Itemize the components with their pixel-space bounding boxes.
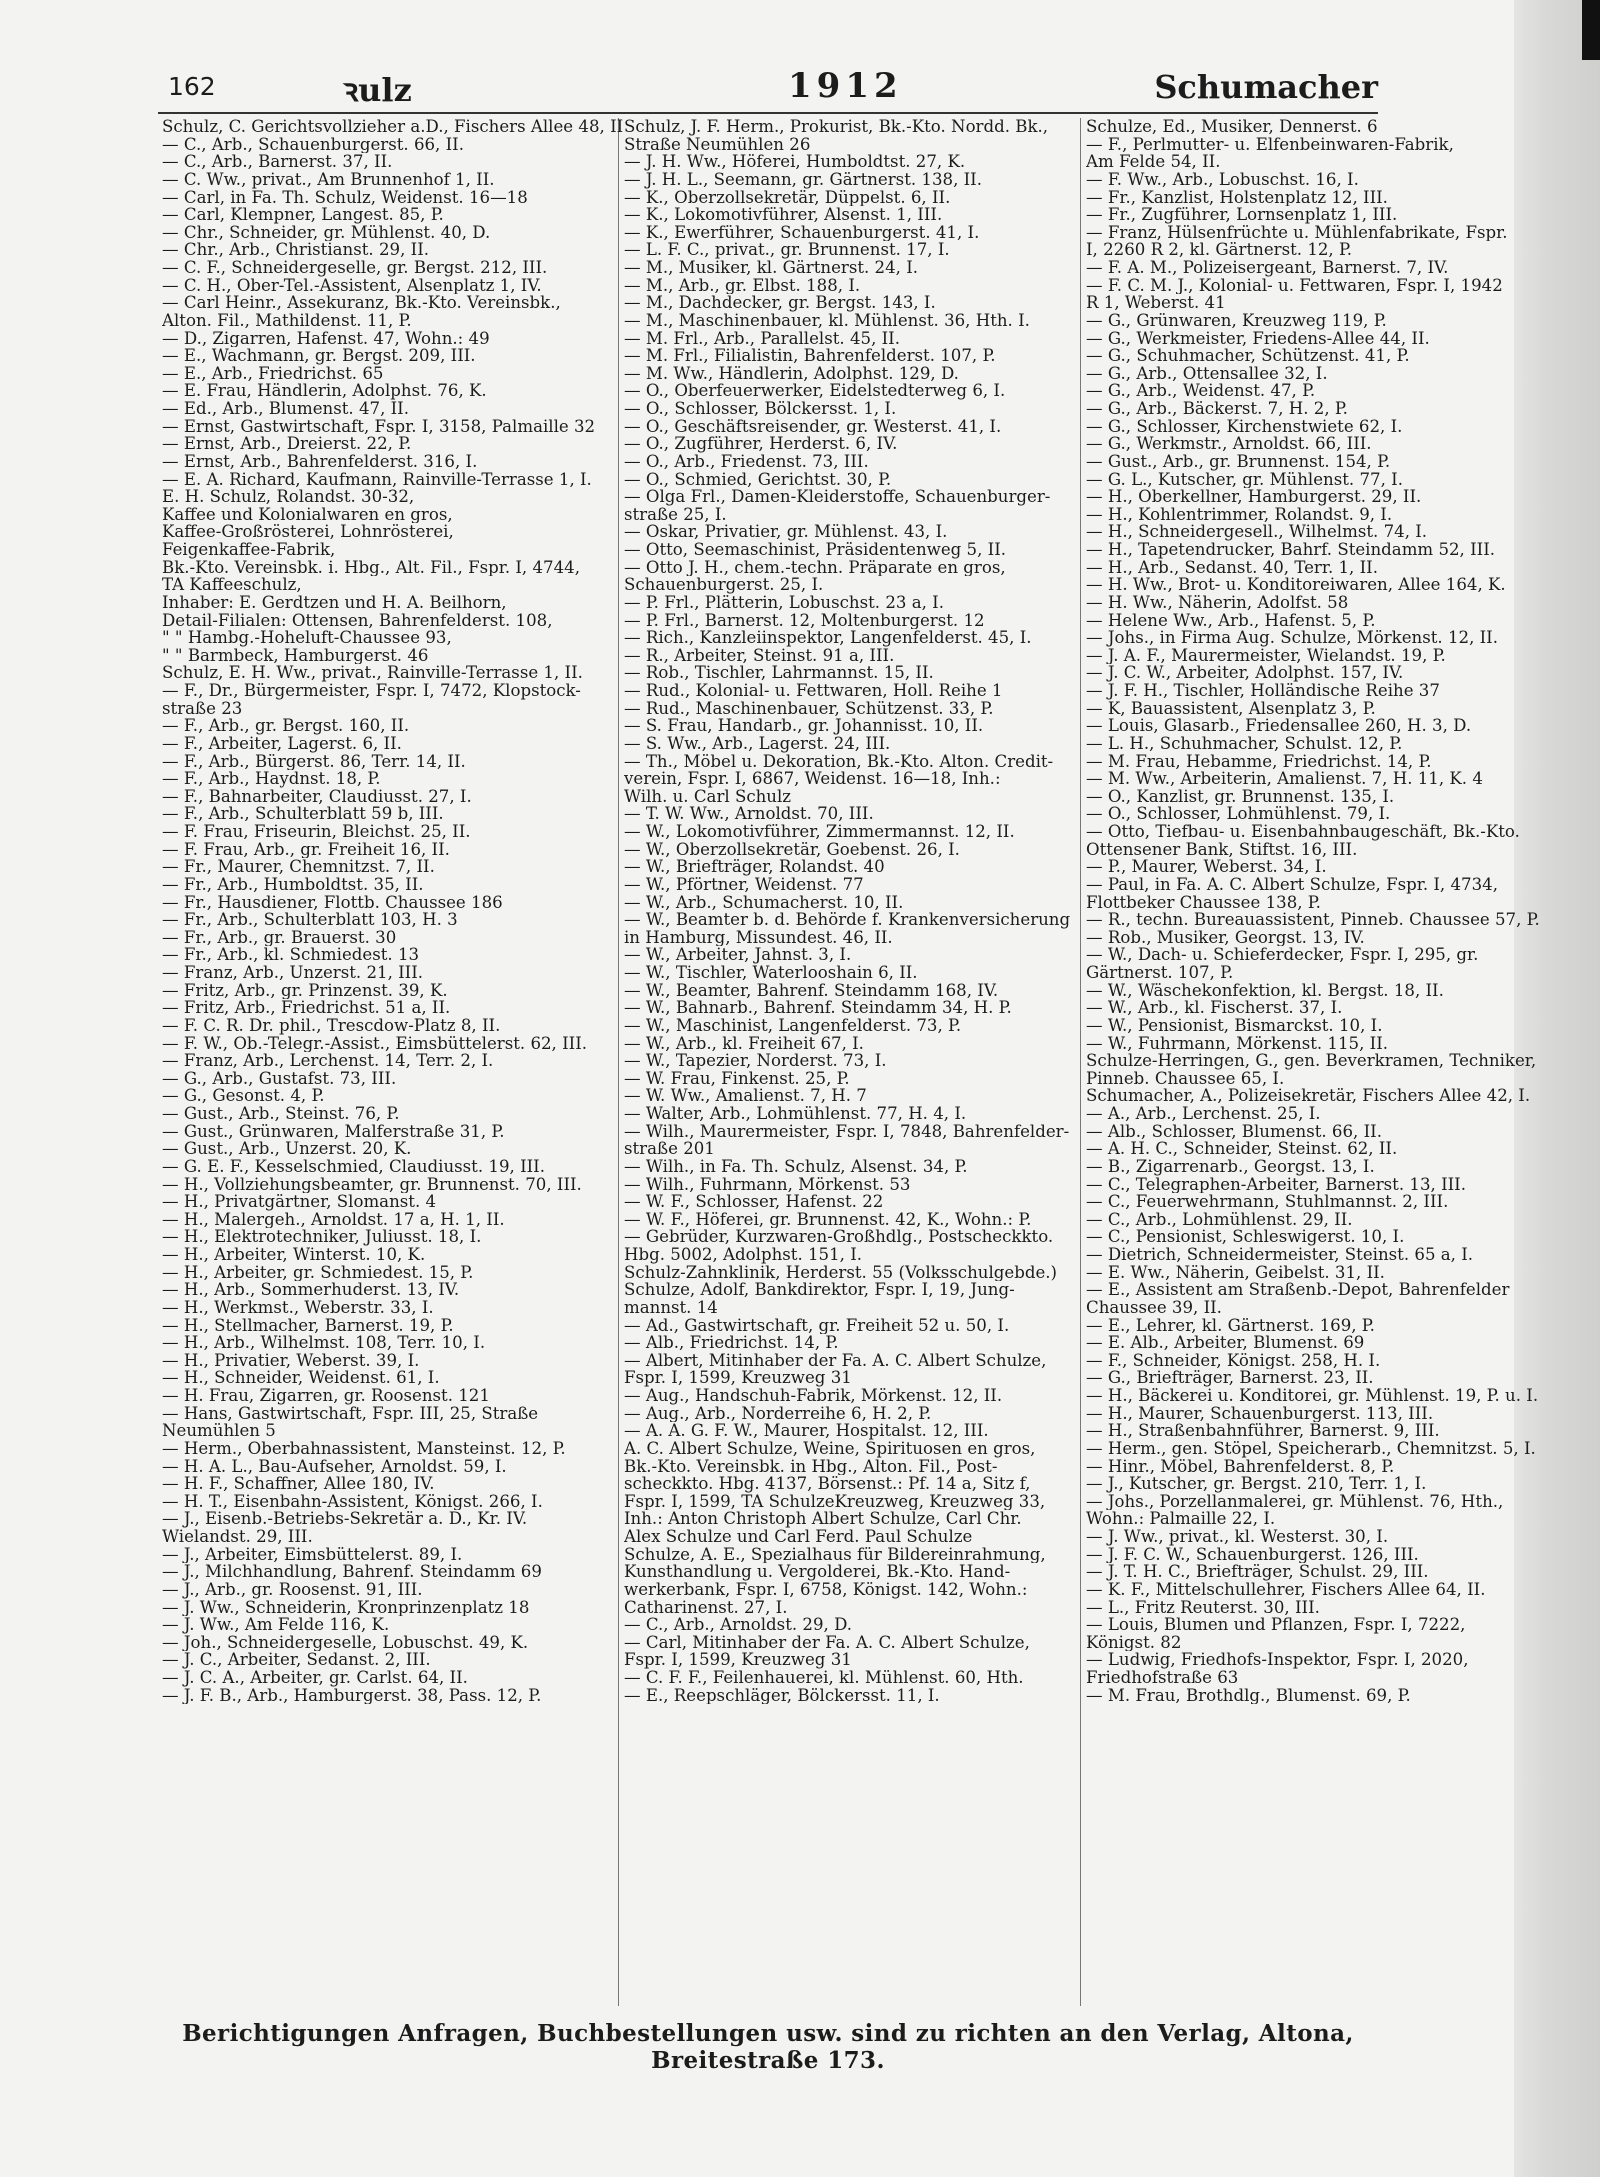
directory-entry-line: Inh.: Anton Christoph Albert Schulze, Carl Chr.: [624, 1510, 1022, 1528]
directory-entry-line: Schulz-Zahnklinik, Herderst. 55 (Volksschulgebde.): [624, 1263, 1058, 1282]
directory-entry-line: — G. L., Kutscher, gr. Mühlenst. 77, I.: [1086, 470, 1403, 489]
directory-entry-line: — C., Arb., Schauenburgerst. 66, II.: [162, 135, 464, 154]
directory-entry-line: scheckkto. Hbg. 4137, Börsenst.: Pf. 14 a, Sitz f,: [624, 1475, 1031, 1493]
directory-entry-line: — M. Frl., Filialistin, Bahrenfelderst. 107, P.: [624, 347, 996, 365]
directory-entry-line: — Fritz, Arb., gr. Prinzenst. 39, K.: [162, 981, 448, 1000]
publisher-footer: Berichtigungen Anfragen, Buchbestellungen usw. sind zu richten an den Verlag, Altona, Breitestraße 173.: [182, 2020, 1354, 2074]
directory-entry-line: — E. Alb., Arbeiter, Blumenst. 69: [1086, 1334, 1365, 1352]
directory-entry-line: — Otto J. H., chem.-techn. Präparate en gros,: [624, 558, 1006, 577]
directory-entry-line: — J. T. H. C., Briefträger, Schulst. 29, III.: [1086, 1563, 1429, 1581]
directory-entry-line: — W., Arb., Schumacherst. 10, II.: [624, 893, 904, 912]
directory-entry-line: — Hinr., Möbel, Bahrenfelderst. 8, P.: [1086, 1457, 1395, 1476]
directory-entry-line: — O., Arb., Friedenst. 73, III.: [624, 452, 869, 471]
directory-entry-line: Neumühlen 5: [162, 1422, 276, 1440]
directory-entry-line: Detail-Filialen: Ottensen, Bahrenfelderst. 108,: [162, 611, 553, 630]
directory-entry-line: — Rich., Kanzleiinspektor, Langenfelderst. 45, I.: [624, 629, 1032, 647]
directory-entry-line: — Herm., Oberbahnassistent, Mansteinst. 12, P.: [162, 1439, 566, 1458]
directory-entry-line: — Helene Ww., Arb., Hafenst. 5, P.: [1086, 611, 1376, 630]
directory-entry-line: — Chr., Arb., Christianst. 29, II.: [162, 241, 430, 259]
directory-entry-line: — H., Malergeh., Arnoldst. 17 a, H. 1, II.: [162, 1210, 505, 1229]
directory-entry-line: — H., Straßenbahnführer, Barnerst. 9, III.: [1086, 1422, 1440, 1440]
left-running-head: ꝛulz: [343, 71, 412, 109]
directory-entry-line: — E., Assistent am Straßenb.-Depot, Bahrenfelder: [1086, 1281, 1510, 1299]
directory-entry-line: mannst. 14: [624, 1298, 718, 1317]
directory-entry-line: — R., techn. Bureauassistent, Pinneb. Chaussee 57, P.: [1086, 911, 1540, 929]
directory-entry-line: Schauenburgerst. 25, I.: [624, 576, 824, 594]
directory-entry-line: — H., Arb., Wilhelmst. 108, Terr. 10, I.: [162, 1334, 486, 1352]
directory-entry-line: — J. C. W., Arbeiter, Adolphst. 157, IV.: [1086, 664, 1404, 682]
directory-entry-line: — O., Geschäftsreisender, gr. Westerst. 41, I.: [624, 417, 1002, 436]
directory-entry-line: — G., Grünwaren, Kreuzweg 119, P.: [1086, 311, 1387, 330]
directory-entry-line: — C., Telegraphen-Arbeiter, Barnerst. 13, III.: [1086, 1175, 1467, 1194]
directory-entry-line: Schulze, Adolf, Bankdirektor, Fspr. I, 19, Jung-: [624, 1281, 1015, 1299]
directory-entry-line: — Wilh., Fuhrmann, Mörkenst. 53: [624, 1175, 911, 1194]
directory-column-3: [1086, 118, 1552, 1704]
directory-entry-line: Wielandst. 29, III.: [162, 1528, 313, 1546]
directory-entry-line: Schumacher, A., Polizeisekretär, Fischers Allee 42, I.: [1086, 1087, 1531, 1105]
directory-entry-line: — G., Schlosser, Kirchenstwiete 62, I.: [1086, 417, 1403, 436]
directory-entry-line: — Wilh., Maurermeister, Fspr. I, 7848, Bahrenfelder-: [624, 1122, 1070, 1141]
directory-entry-line: — Otto, Tiefbau- u. Eisenbahnbaugeschäft, Bk.-Kto.: [1086, 823, 1520, 841]
directory-entry-line: — Fr., Arb., Humboldtst. 35, II.: [162, 875, 424, 894]
directory-entry-line: — Albert, Mitinhaber der Fa. A. C. Albert Schulze,: [624, 1351, 1047, 1370]
directory-entry-line: — J., Milchhandlung, Bahrenf. Steindamm 69: [162, 1563, 542, 1581]
directory-entry-line: Schulz, J. F. Herm., Prokurist, Bk.-Kto. Nordd. Bk.,: [624, 118, 1049, 136]
directory-entry-line: — J., Arb., gr. Roosenst. 91, III.: [162, 1580, 423, 1599]
directory-entry-line: — C., Arb., Lohmühlenst. 29, II.: [1086, 1210, 1353, 1229]
directory-entry-line: — J. F. H., Tischler, Holländische Reihe 37: [1086, 682, 1440, 700]
directory-entry-line: — W., Tapezier, Norderst. 73, I.: [624, 1052, 887, 1070]
directory-entry-line: — Rob., Tischler, Lahrmannst. 15, II.: [624, 664, 934, 682]
directory-entry-line: Fspr. I, 1599, TA SchulzeKreuzweg, Kreuzweg 33,: [624, 1492, 1046, 1511]
directory-entry-line: — A., Arb., Lerchenst. 25, I.: [1086, 1105, 1321, 1123]
directory-entry-line: — C., Pensionist, Schleswigerst. 10, I.: [1086, 1228, 1405, 1246]
directory-entry-line: — H., Schneidergesell., Wilhelmst. 74, I.: [1086, 523, 1428, 541]
directory-entry-line: — Otto, Seemaschinist, Präsidentenweg 5, II.: [624, 541, 1007, 559]
directory-entry-line: — Ludwig, Friedhofs-Inspektor, Fspr. I, 2020,: [1086, 1651, 1469, 1669]
directory-entry-line: Schulz, E. H. Ww., privat., Rainville-Terrasse 1, II.: [162, 664, 583, 682]
directory-entry-line: — J. F. C. W., Schauenburgerst. 126, III.: [1086, 1545, 1419, 1564]
directory-entry-line: — W., Tischler, Waterlooshain 6, II.: [624, 964, 918, 982]
directory-entry-line: — O., Kanzlist, gr. Brunnenst. 135, I.: [1086, 787, 1395, 806]
directory-entry-line: — F. C. M. J., Kolonial- u. Fettwaren, Fspr. I, 1942: [1086, 276, 1503, 295]
directory-entry-line: — H., Arbeiter, gr. Schmiedest. 15, P.: [162, 1263, 474, 1282]
directory-entry-line: — Aug., Arb., Norderreihe 6, H. 2, P.: [624, 1404, 932, 1423]
directory-entry-line: — P. Frl., Plätterin, Lobuschst. 23 a, I.: [624, 593, 945, 612]
directory-entry-line: — C. H., Ober-Tel.-Assistent, Alsenplatz 1, IV.: [162, 276, 542, 295]
directory-entry-line: — Paul, in Fa. A. C. Albert Schulze, Fspr. I, 4734,: [1086, 875, 1498, 894]
directory-entry-line: — L. F. C., privat., gr. Brunnenst. 17, I.: [624, 241, 950, 259]
directory-entry-line: — W., Beamter b. d. Behörde f. Krankenversicherung: [624, 911, 1071, 929]
directory-entry-line: Flottbeker Chaussee 138, P.: [1086, 893, 1321, 912]
directory-entry-line: — Alb., Friedrichst. 14, P.: [624, 1334, 839, 1352]
directory-entry-line: — Johs., Porzellanmalerei, gr. Mühlenst. 76, Hth.,: [1086, 1492, 1504, 1511]
directory-entry-line: TA Kaffeeschulz,: [162, 576, 302, 594]
directory-entry-line: — O., Zugführer, Herderst. 6, IV.: [624, 435, 898, 453]
directory-entry-line: Friedhofstraße 63: [1086, 1669, 1239, 1687]
directory-entry-line: — G., Arb., Gustafst. 73, III.: [162, 1069, 397, 1088]
directory-entry-line: — Gust., Arb., Unzerst. 20, K.: [162, 1140, 412, 1158]
directory-entry-line: — L., Fritz Reuterst. 30, III.: [1086, 1598, 1320, 1617]
directory-entry-line: — W., Pförtner, Weidenst. 77: [624, 875, 864, 894]
directory-entry-line: — Fr., Arb., Schulterblatt 103, H. 3: [162, 911, 458, 929]
directory-entry-line: Kaffee und Kolonialwaren en gros,: [162, 505, 453, 524]
directory-entry-line: — Rud., Maschinenbauer, Schützenst. 33, P.: [624, 699, 994, 718]
directory-entry-line: in Hamburg, Missundest. 46, II.: [624, 928, 893, 947]
directory-entry-line: — Ernst, Gastwirtschaft, Fspr. I, 3158, Palmaille 32: [162, 417, 596, 436]
directory-entry-line: Kunsthandlung u. Vergolderei, Bk.-Kto. Hand-: [624, 1563, 1011, 1581]
directory-entry-line: — G., Briefträger, Barnerst. 23, II.: [1086, 1369, 1374, 1387]
directory-entry-line: — W. Ww., Amalienst. 7, H. 7: [624, 1087, 867, 1105]
directory-entry-line: — F., Perlmutter- u. Elfenbeinwaren-Fabrik,: [1086, 135, 1454, 154]
page-number: 162: [168, 72, 216, 101]
directory-entry-line: — E. Ww., Näherin, Geibelst. 31, II.: [1086, 1263, 1385, 1282]
directory-entry-line: — G., Schuhmacher, Schützenst. 41, P.: [1086, 347, 1410, 365]
directory-entry-line: — Franz, Arb., Lerchenst. 14, Terr. 2, I.: [162, 1052, 494, 1070]
directory-entry-line: — H., Oberkellner, Hamburgerst. 29, II.: [1086, 488, 1422, 506]
directory-entry-line: — F. C. R. Dr. phil., Trescdow-Platz 8, II.: [162, 1016, 501, 1035]
directory-entry-line: — F. W., Ob.-Telegr.-Assist., Eimsbüttelerst. 62, III.: [162, 1034, 588, 1053]
directory-entry-line: Wilh. u. Carl Schulz: [624, 787, 792, 806]
directory-entry-line: R 1, Weberst. 41: [1086, 294, 1226, 312]
directory-entry-line: — M. Frl., Arb., Parallelst. 45, II.: [624, 329, 901, 348]
directory-entry-line: — Ernst, Arb., Bahrenfelderst. 316, I.: [162, 452, 478, 471]
directory-entry-line: — F. A. M., Polizeisergeant, Barnerst. 7, IV.: [1086, 259, 1449, 277]
directory-entry-line: — L. H., Schuhmacher, Schulst. 12, P.: [1086, 734, 1403, 753]
directory-entry-line: — Herm., gen. Stöpel, Speicherarb., Chemnitzst. 5, I.: [1086, 1439, 1536, 1458]
directory-entry-line: A. C. Albert Schulze, Weine, Spirituosen en gros,: [624, 1439, 1036, 1458]
directory-entry-line: — H. Ww., Brot- u. Konditoreiwaren, Allee 164, K.: [1086, 576, 1506, 594]
directory-entry-line: — Carl, in Fa. Th. Schulz, Weidenst. 16—18: [162, 188, 528, 207]
directory-entry-line: Schulze-Herringen, G., gen. Beverkramen, Techniker,: [1086, 1052, 1537, 1070]
directory-entry-line: Inhaber: E. Gerdtzen und H. A. Beilhorn,: [162, 593, 507, 612]
directory-entry-line: — C. F., Schneidergeselle, gr. Bergst. 212, III.: [162, 259, 548, 277]
directory-entry-line: — J. Ww., Schneiderin, Kronprinzenplatz 18: [162, 1598, 530, 1617]
directory-entry-line: — G. E. F., Kesselschmied, Claudiusst. 19, III.: [162, 1157, 546, 1176]
directory-entry-line: — Carl, Klempner, Langest. 85, P.: [162, 206, 444, 224]
directory-entry-line: — T. W. Ww., Arnoldst. 70, III.: [624, 805, 874, 823]
page-header: [158, 66, 1378, 114]
directory-entry-line: I, 2260 R 2, kl. Gärtnerst. 12, P.: [1086, 241, 1353, 259]
directory-entry-line: — E., Wachmann, gr. Bergst. 209, III.: [162, 347, 476, 365]
directory-entry-line: — H., Privatier, Weberst. 39, I.: [162, 1351, 420, 1370]
directory-entry-line: — K, Bauassistent, Alsenplatz 3, P.: [1086, 699, 1376, 718]
directory-entry-line: — O., Schmied, Gerichtst. 30, P.: [624, 470, 892, 489]
directory-entry-line: — F., Arb., gr. Bergst. 160, II.: [162, 717, 410, 735]
directory-entry-line: — H., Arb., Sedanst. 40, Terr. 1, II.: [1086, 558, 1378, 577]
directory-entry-line: — M., Arb., gr. Elbst. 188, I.: [624, 276, 861, 295]
directory-entry-line: — W., Arb., kl. Freiheit 67, I.: [624, 1034, 864, 1053]
directory-entry-line: — Fr., Kanzlist, Holstenplatz 12, III.: [1086, 188, 1388, 207]
directory-entry-line: — W., Bahnarb., Bahrenf. Steindamm 34, H. P.: [624, 999, 1012, 1017]
directory-entry-line: — H., Kohlentrimmer, Rolandst. 9, I.: [1086, 505, 1393, 524]
directory-entry-line: Königst. 82: [1086, 1633, 1182, 1652]
directory-entry-line: — E., Lehrer, kl. Gärtnerst. 169, P.: [1086, 1316, 1375, 1335]
directory-entry-line: — M. Frau, Brothdlg., Blumenst. 69, P.: [1086, 1686, 1411, 1705]
directory-entry-line: Gärtnerst. 107, P.: [1086, 964, 1234, 982]
directory-entry-line: — F., Bahnarbeiter, Claudiusst. 27, I.: [162, 787, 472, 806]
directory-entry-line: — C. F. F., Feilenhauerei, kl. Mühlenst. 60, Hth.: [624, 1669, 1024, 1687]
directory-entry-line: werkerbank, Fspr. I, 6758, Königst. 142, Wohn.:: [624, 1580, 1028, 1599]
directory-entry-line: Fspr. I, 1599, Kreuzweg 31: [624, 1651, 852, 1669]
directory-entry-line: — Ernst, Arb., Dreierst. 22, P.: [162, 435, 412, 453]
directory-entry-line: — J. F. B., Arb., Hamburgerst. 38, Pass. 12, P.: [162, 1686, 542, 1705]
directory-entry-line: — Fr., Maurer, Chemnitzst. 7, II.: [162, 858, 435, 876]
directory-entry-line: — J. A. F., Maurermeister, Wielandst. 19, P.: [1086, 646, 1446, 665]
directory-entry-line: — J. Ww., privat., kl. Westerst. 30, I.: [1086, 1528, 1389, 1546]
directory-entry-line: — W., Oberzollsekretär, Goebenst. 26, I.: [624, 840, 960, 859]
directory-entry-line: Feigenkaffee-Fabrik,: [162, 541, 336, 559]
directory-entry-line: — A. A. G. F. W., Maurer, Hospitalst. 12, III.: [624, 1422, 989, 1440]
directory-entry-line: — K., Ewerführer, Schauenburgerst. 41, I.: [624, 223, 980, 242]
directory-entry-line: — Wilh., in Fa. Th. Schulz, Alsenst. 34, P.: [624, 1157, 968, 1176]
directory-entry-line: — Chr., Schneider, gr. Mühlenst. 40, D.: [162, 223, 491, 242]
directory-entry-line: — W., Beamter, Bahrenf. Steindamm 168, IV.: [624, 981, 999, 1000]
directory-entry-line: — H., Elektrotechniker, Juliusst. 18, I.: [162, 1228, 482, 1246]
directory-entry-line: — W., Fuhrmann, Mörkenst. 115, II.: [1086, 1034, 1389, 1053]
directory-entry-line: — H., Maurer, Schauenburgerst. 113, III.: [1086, 1404, 1434, 1423]
directory-entry-line: " " Barmbeck, Hamburgerst. 46: [162, 646, 429, 665]
directory-entry-line: — M. Ww., Händlerin, Adolphst. 129, D.: [624, 364, 959, 383]
directory-entry-line: — E. Frau, Händlerin, Adolphst. 76, K.: [162, 382, 487, 400]
year-heading: 1912: [788, 66, 903, 106]
directory-entry-line: — M. Ww., Arbeiterin, Amalienst. 7, H. 11, K. 4: [1086, 770, 1483, 788]
directory-entry-line: — J., Kutscher, gr. Bergst. 210, Terr. 1, I.: [1086, 1475, 1427, 1493]
directory-entry-line: — C., Arb., Arnoldst. 29, D.: [624, 1616, 853, 1634]
directory-entry-line: Schulz, C. Gerichtsvollzieher a.D., Fischers Allee 48, II: [162, 118, 624, 136]
directory-entry-line: Straße Neumühlen 26: [624, 135, 811, 154]
directory-entry-line: — G., Werkmeister, Friedens-Allee 44, II.: [1086, 329, 1430, 348]
directory-entry-line: — Aug., Handschuh-Fabrik, Mörkenst. 12, II.: [624, 1387, 1003, 1405]
directory-entry-line: — H., Privatgärtner, Slomanst. 4: [162, 1193, 437, 1211]
directory-entry-line: — J. C., Arbeiter, Sedanst. 2, III.: [162, 1651, 431, 1669]
directory-entry-line: — M. Frau, Hebamme, Friedrichst. 14, P.: [1086, 752, 1432, 771]
directory-entry-line: — P., Maurer, Weberst. 34, I.: [1086, 858, 1327, 876]
directory-entry-line: — H., Stellmacher, Barnerst. 19, P.: [162, 1316, 454, 1335]
directory-entry-line: — Rob., Musiker, Georgst. 13, IV.: [1086, 928, 1365, 947]
directory-entry-line: — F., Arb., Schulterblatt 59 b, III.: [162, 805, 444, 823]
directory-entry-line: — Louis, Blumen und Pflanzen, Fspr. I, 7222,: [1086, 1616, 1466, 1634]
directory-entry-line: — W. F., Schlosser, Hafenst. 22: [624, 1193, 884, 1211]
directory-entry-line: Schulze, Ed., Musiker, Dennerst. 6: [1086, 118, 1378, 136]
directory-entry-line: Am Felde 54, II.: [1086, 153, 1221, 171]
directory-entry-line: — F. Frau, Friseurin, Bleichst. 25, II.: [162, 823, 471, 841]
directory-entry-line: — Th., Möbel u. Dekoration, Bk.-Kto. Alton. Credit-: [624, 752, 1054, 771]
directory-entry-line: — K., Lokomotivführer, Alsenst. 1, III.: [624, 206, 943, 224]
directory-entry-line: — Walter, Arb., Lohmühlenst. 77, H. 4, I.: [624, 1105, 967, 1123]
directory-entry-line: — Ad., Gastwirtschaft, gr. Freiheit 52 u. 50, I.: [624, 1316, 1010, 1335]
directory-entry-line: — G., Arb., Ottensallee 32, I.: [1086, 364, 1328, 383]
directory-entry-line: — Gust., Grünwaren, Malferstraße 31, P.: [162, 1122, 505, 1141]
directory-entry-line: — W., Arbeiter, Jahnst. 3, I.: [624, 946, 852, 964]
directory-entry-line: — W., Pensionist, Bismarckst. 10, I.: [1086, 1016, 1383, 1035]
directory-entry-line: — Alb., Schlosser, Blumenst. 66, II.: [1086, 1122, 1382, 1141]
directory-entry-line: — Fr., Zugführer, Lornsenplatz 1, III.: [1086, 206, 1398, 224]
directory-entry-line: — M., Dachdecker, gr. Bergst. 143, I.: [624, 294, 936, 312]
directory-entry-line: — B., Zigarrenarb., Georgst. 13, I.: [1086, 1157, 1375, 1176]
directory-entry-line: — E., Arb., Friedrichst. 65: [162, 364, 384, 383]
directory-entry-line: — Olga Frl., Damen-Kleiderstoffe, Schauenburger-: [624, 488, 1051, 506]
directory-entry-line: — E. A. Richard, Kaufmann, Rainville-Terrasse 1, I.: [162, 470, 592, 489]
directory-entry-line: — Rud., Kolonial- u. Fettwaren, Holl. Reihe 1: [624, 682, 1003, 700]
directory-entry-line: — Oskar, Privatier, gr. Mühlenst. 43, I.: [624, 523, 948, 541]
directory-entry-line: — H. T., Eisenbahn-Assistent, Königst. 266, I.: [162, 1492, 543, 1511]
directory-entry-line: E. H. Schulz, Rolandst. 30-32,: [162, 488, 415, 506]
directory-entry-line: — W., Lokomotivführer, Zimmermannst. 12, II.: [624, 823, 1015, 841]
directory-entry-line: — Fritz, Arb., Friedrichst. 51 a, II.: [162, 999, 451, 1017]
directory-entry-line: — Ed., Arb., Blumenst. 47, II.: [162, 400, 410, 418]
directory-entry-line: — F., Dr., Bürgermeister, Fspr. I, 7472, Klopstock-: [162, 682, 581, 700]
directory-entry-line: — Louis, Glasarb., Friedensallee 260, H. 3, D.: [1086, 717, 1472, 735]
directory-entry-line: straße 201: [624, 1140, 715, 1158]
directory-entry-line: — F. Ww., Arb., Lobuschst. 16, I.: [1086, 170, 1359, 189]
directory-entry-line: — G., Arb., Bäckerst. 7, H. 2, P.: [1086, 400, 1348, 418]
directory-entry-line: " " Hambg.-Hoheluft-Chaussee 93,: [162, 629, 452, 647]
directory-entry-line: — W., Dach- u. Schieferdecker, Fspr. I, 295, gr.: [1086, 946, 1479, 964]
directory-entry-line: — G., Arb., Weidenst. 47, P.: [1086, 382, 1316, 400]
directory-entry-line: — W., Arb., kl. Fischerst. 37, I.: [1086, 999, 1343, 1017]
directory-entry-line: — H. Frau, Zigarren, gr. Roosenst. 121: [162, 1387, 490, 1405]
directory-entry-line: — J. H. Ww., Höferei, Humboldtst. 27, K.: [624, 153, 966, 171]
directory-entry-line: Schulze, A. E., Spezialhaus für Bildereinrahmung,: [624, 1545, 1046, 1564]
directory-entry-line: — R., Arbeiter, Steinst. 91 a, III.: [624, 646, 895, 665]
directory-entry-line: — O., Oberfeuerwerker, Eidelstedterweg 6, I.: [624, 382, 1006, 400]
directory-entry-line: — F. Frau, Arb., gr. Freiheit 16, II.: [162, 840, 450, 859]
directory-entry-line: — J. Ww., Am Felde 116, K.: [162, 1616, 390, 1634]
directory-entry-line: — J., Eisenb.-Betriebs-Sekretär a. D., Kr. IV.: [162, 1510, 528, 1528]
directory-entry-line: — H., Tapetendrucker, Bahrf. Steindamm 52, III.: [1086, 541, 1496, 559]
directory-entry-line: verein, Fspr. I, 6867, Weidenst. 16—18, Inh.:: [624, 770, 1001, 788]
scan-corner-mark: [1582, 0, 1600, 60]
directory-entry-line: — H. Ww., Näherin, Adolfst. 58: [1086, 593, 1349, 612]
directory-entry-line: — C. Ww., privat., Am Brunnenhof 1, II.: [162, 170, 495, 189]
directory-entry-line: Fspr. I, 1599, Kreuzweg 31: [624, 1369, 852, 1387]
directory-entry-line: Alex Schulze und Carl Ferd. Paul Schulze: [624, 1528, 973, 1546]
directory-column-2: [624, 118, 1090, 1704]
directory-entry-line: — H., Bäckerei u. Konditorei, gr. Mühlenst. 19, P. u. I.: [1086, 1387, 1539, 1405]
directory-entry-line: — Franz, Arb., Unzerst. 21, III.: [162, 964, 424, 982]
directory-entry-line: — Franz, Hülsenfrüchte u. Mühlenfabrikate, Fspr.: [1086, 223, 1508, 242]
directory-entry-line: Bk.-Kto. Vereinsbk. i. Hbg., Alt. Fil., Fspr. I, 4744,: [162, 558, 580, 577]
directory-entry-line: Catharinenst. 27, I.: [624, 1598, 788, 1617]
directory-entry-line: — F., Schneider, Königst. 258, H. I.: [1086, 1351, 1381, 1370]
directory-entry-line: — Fr., Arb., gr. Brauerst. 30: [162, 928, 397, 947]
directory-entry-line: — M., Maschinenbauer, kl. Mühlenst. 36, Hth. I.: [624, 311, 1030, 330]
directory-entry-line: — A. H. C., Schneider, Steinst. 62, II.: [1086, 1140, 1398, 1158]
directory-entry-line: Alton. Fil., Mathildenst. 11, P.: [162, 311, 412, 330]
directory-entry-line: — Carl, Mitinhaber der Fa. A. C. Albert Schulze,: [624, 1633, 1030, 1652]
directory-entry-line: — H. A. L., Bau-Aufseher, Arnoldst. 59, I.: [162, 1457, 507, 1476]
directory-entry-line: — Dietrich, Schneidermeister, Steinst. 65 a, I.: [1086, 1246, 1474, 1264]
directory-entry-line: — M., Musiker, kl. Gärtnerst. 24, I.: [624, 259, 919, 277]
directory-entry-line: — J. C. A., Arbeiter, gr. Carlst. 64, II.: [162, 1669, 468, 1687]
directory-entry-line: Bk.-Kto. Vereinsbk. in Hbg., Alton. Fil., Post-: [624, 1457, 998, 1476]
directory-entry-line: — H., Werkmst., Weberstr. 33, I.: [162, 1298, 434, 1317]
directory-entry-line: — W., Maschinist, Langenfelderst. 73, P.: [624, 1016, 962, 1035]
directory-entry-line: — F., Arb., Bürgerst. 86, Terr. 14, II.: [162, 752, 466, 771]
directory-entry-line: straße 25, I.: [624, 505, 727, 524]
directory-entry-line: — O., Schlosser, Lohmühlenst. 79, I.: [1086, 805, 1391, 823]
directory-entry-line: — Carl Heinr., Assekuranz, Bk.-Kto. Vereinsbk.,: [162, 294, 561, 312]
directory-entry-line: — S. Frau, Handarb., gr. Johannisst. 10, II.: [624, 717, 984, 735]
directory-entry-line: — O., Schlosser, Bölckersst. 1, I.: [624, 400, 897, 418]
directory-entry-line: — F., Arbeiter, Lagerst. 6, II.: [162, 734, 402, 753]
directory-entry-line: — H., Vollziehungsbeamter, gr. Brunnenst. 70, III.: [162, 1175, 582, 1194]
directory-entry-line: — Gust., Arb., gr. Brunnenst. 154, P.: [1086, 452, 1391, 471]
directory-entry-line: — W., Briefträger, Rolandst. 40: [624, 858, 885, 876]
directory-entry-line: — H., Arb., Sommerhuderst. 13, IV.: [162, 1281, 460, 1299]
directory-entry-line: — K., Oberzollsekretär, Düppelst. 6, II.: [624, 188, 951, 207]
header-rule: [158, 112, 1378, 114]
directory-entry-line: — Joh., Schneidergeselle, Lobuschst. 49, K.: [162, 1633, 529, 1652]
directory-entry-line: Wohn.: Palmaille 22, I.: [1086, 1510, 1276, 1528]
directory-entry-line: — Gebrüder, Kurzwaren-Großhdlg., Postscheckkto.: [624, 1228, 1054, 1246]
directory-entry-line: — H., Schneider, Weidenst. 61, I.: [162, 1369, 440, 1387]
directory-entry-line: — W., Wäschekonfektion, kl. Bergst. 18, II.: [1086, 981, 1444, 1000]
directory-entry-line: — C., Feuerwehrmann, Stuhlmannst. 2, III.: [1086, 1193, 1449, 1211]
directory-entry-line: — H. F., Schaffner, Allee 180, IV.: [162, 1475, 435, 1493]
directory-entry-line: — F., Arb., Haydnst. 18, P.: [162, 770, 381, 788]
directory-entry-line: Pinneb. Chaussee 65, I.: [1086, 1069, 1285, 1088]
directory-entry-line: — H., Arbeiter, Winterst. 10, K.: [162, 1246, 426, 1264]
directory-entry-line: — Johs., in Firma Aug. Schulze, Mörkenst. 12, II.: [1086, 629, 1499, 647]
directory-entry-line: Hbg. 5002, Adolphst. 151, I.: [624, 1246, 863, 1264]
directory-entry-line: Ottensener Bank, Stiftst. 16, III.: [1086, 840, 1358, 859]
directory-entry-line: — Fr., Hausdiener, Flottb. Chaussee 186: [162, 893, 503, 912]
directory-entry-line: — W. Frau, Finkenst. 25, P.: [624, 1069, 850, 1088]
directory-entry-line: — W. F., Höferei, gr. Brunnenst. 42, K., Wohn.: P.: [624, 1210, 1032, 1229]
directory-column-1: [162, 118, 628, 1704]
directory-entry-line: — Gust., Arb., Steinst. 76, P.: [162, 1105, 400, 1123]
directory-entry-line: — Hans, Gastwirtschaft, Fspr. III, 25, Straße: [162, 1404, 539, 1423]
directory-entry-line: — E., Reepschläger, Bölckersst. 11, I.: [624, 1686, 940, 1705]
directory-entry-line: — K. F., Mittelschullehrer, Fischers Allee 64, II.: [1086, 1580, 1486, 1599]
directory-entry-line: — G., Gesonst. 4, P.: [162, 1087, 325, 1105]
right-running-head: Schumacher: [1154, 68, 1378, 106]
directory-entry-line: — Fr., Arb., kl. Schmiedest. 13: [162, 946, 420, 964]
directory-entry-line: — J. H. L., Seemann, gr. Gärtnerst. 138, II.: [624, 170, 983, 189]
directory-entry-line: — D., Zigarren, Hafenst. 47, Wohn.: 49: [162, 329, 490, 348]
directory-entry-line: — P. Frl., Barnerst. 12, Moltenburgerst. 12: [624, 611, 985, 630]
directory-entry-line: straße 23: [162, 699, 243, 718]
directory-entry-line: — S. Ww., Arb., Lagerst. 24, III.: [624, 734, 891, 753]
directory-entry-line: — J., Arbeiter, Eimsbüttelerst. 89, I.: [162, 1545, 463, 1564]
directory-entry-line: Kaffee-Großrösterei, Lohnrösterei,: [162, 523, 454, 541]
directory-entry-line: — G., Werkmstr., Arnoldst. 66, III.: [1086, 435, 1372, 453]
directory-entry-line: Chaussee 39, II.: [1086, 1298, 1222, 1317]
directory-entry-line: — C., Arb., Barnerst. 37, II.: [162, 153, 393, 171]
